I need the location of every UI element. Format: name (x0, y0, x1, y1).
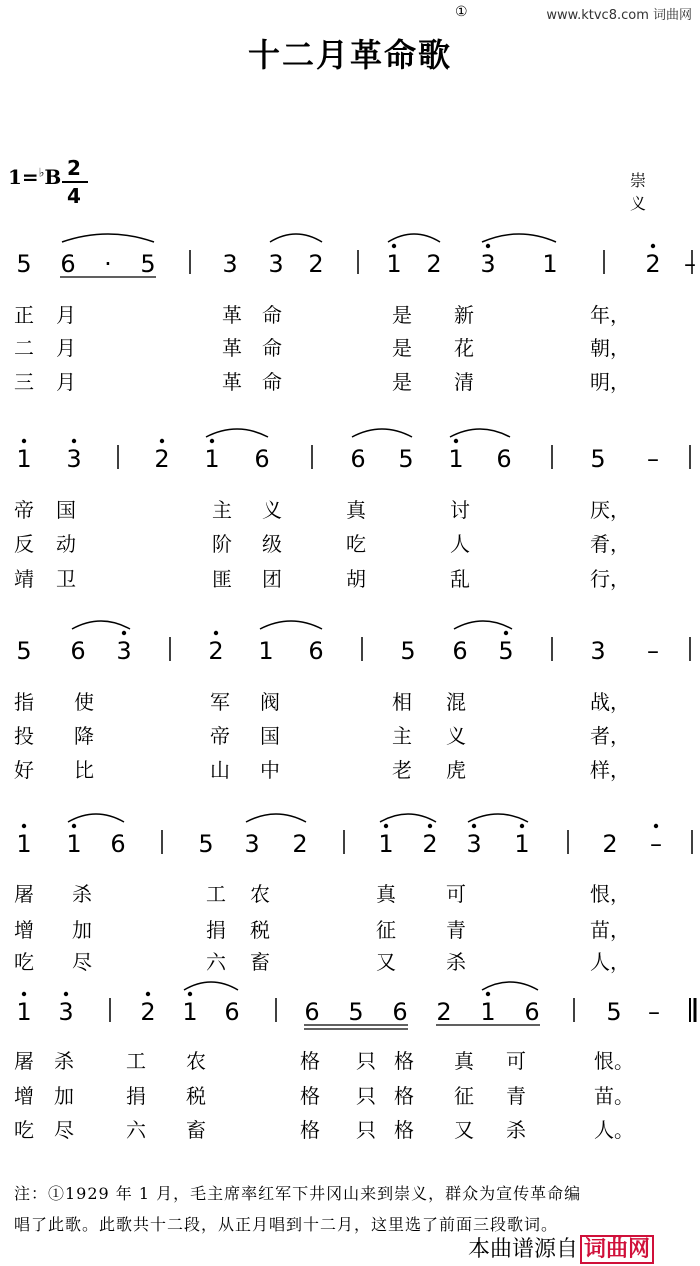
lyric-syllable: 者， (590, 724, 630, 748)
lyric-syllable: 使 (74, 690, 94, 714)
high-octave-dot (64, 992, 68, 996)
lyric-syllable: 义 (446, 724, 466, 748)
lyric-syllable: 尽 (72, 950, 92, 974)
note: 3 (116, 637, 132, 665)
lyric-syllable: 主 (212, 498, 232, 522)
note: 2 (645, 250, 661, 278)
note: 2 (154, 445, 170, 473)
lyric-syllable: 人。 (594, 1118, 634, 1142)
lyric-syllable: 杀 (446, 950, 466, 974)
lyric-syllable: 捐 (126, 1084, 146, 1108)
slur (206, 429, 268, 437)
lyric-syllable: 六 (126, 1118, 146, 1142)
note: 6 (110, 830, 126, 858)
lyric-syllable: 国 (260, 724, 280, 748)
lyric-syllable: 虎 (446, 758, 466, 782)
footnote-line-2: 唱了此歌。此歌共十二段，从正月唱到十二月，这里选了前面三段歌词。 (14, 1215, 559, 1234)
lyric-syllable: 年， (590, 303, 630, 327)
lyric-syllable: 样， (590, 758, 630, 782)
lyric-syllable: 只 (356, 1084, 376, 1108)
lyric-syllable: 投 (14, 724, 34, 748)
lyric-syllable: 又 (454, 1118, 474, 1142)
lyric-syllable: 真 (346, 498, 366, 522)
site-watermark: www.ktvc8.com 词曲网 (546, 8, 692, 23)
lyric-syllable: 月 (56, 336, 76, 360)
lyric-syllable: 征 (376, 918, 396, 942)
note: 6 (304, 998, 320, 1026)
high-octave-dot (520, 824, 524, 828)
region-attribution: 崇义 (630, 171, 667, 213)
lyric-syllable: 格 (300, 1084, 320, 1108)
slur (270, 234, 322, 242)
lyric-syllable: 混 (446, 690, 466, 714)
lyric-syllable: 吃 (14, 950, 34, 974)
slur (454, 621, 512, 629)
lyric-syllable: 畜 (186, 1118, 206, 1142)
note: 3 (590, 637, 606, 665)
lyric-syllable: 指 (14, 690, 34, 714)
lyric-syllable: 增 (14, 918, 34, 942)
note: 1 (204, 445, 220, 473)
time-signature-bottom: 4 (67, 184, 81, 208)
lyric-syllable: 新 (454, 303, 474, 327)
footnote (14, 1178, 694, 1240)
note: 2 (422, 830, 438, 858)
lyric-syllable: 可 (446, 882, 466, 906)
high-octave-dot (188, 992, 192, 996)
lyric-syllable: 农 (186, 1049, 206, 1073)
branding-site[interactable]: 词曲网 (580, 1235, 654, 1264)
lyric-syllable: 屠 (14, 1049, 34, 1073)
lyric-syllable: 吃 (14, 1118, 34, 1142)
time-signature-top: 2 (67, 156, 81, 180)
lyric-syllable: 工 (206, 882, 226, 906)
high-octave-dot (122, 631, 126, 635)
lyric-syllable: 清 (454, 370, 474, 394)
high-octave-dot (472, 824, 476, 828)
slur (482, 982, 538, 990)
note: 5 (16, 637, 32, 665)
lyric-syllable: 朝， (590, 336, 630, 360)
lyric-syllable: 格 (300, 1118, 320, 1142)
note: 5 (16, 250, 32, 278)
lyric-syllable: 二 (14, 336, 34, 360)
lyric-syllable: 明， (590, 370, 630, 394)
lyric-syllable: 征 (454, 1084, 474, 1108)
lyric-syllable: 是 (392, 370, 412, 394)
slur (68, 814, 124, 822)
note: 5 (498, 637, 514, 665)
high-octave-dot (384, 824, 388, 828)
slur (450, 429, 510, 437)
slur (184, 982, 238, 990)
lyric-syllable: 动 (56, 532, 76, 556)
high-octave-dot (72, 439, 76, 443)
lyric-syllable: 捐 (206, 918, 226, 942)
lyric-syllable: 国 (56, 498, 76, 522)
high-octave-dot (504, 631, 508, 635)
note: 2 (140, 998, 156, 1026)
lyric-syllable: 人， (590, 950, 630, 974)
lyric-syllable: 团 (262, 567, 282, 591)
key-flat: ♭ (38, 165, 45, 180)
slur (482, 234, 556, 242)
lyric-syllable: 革 (222, 336, 242, 360)
branding-prefix: 本曲谱源自 (468, 1237, 579, 1262)
note: 1 (16, 998, 32, 1026)
dash-note: – (647, 637, 659, 665)
lyric-syllable: 降 (74, 724, 94, 748)
lyric-syllable: 中 (260, 758, 280, 782)
note: 6 (392, 998, 408, 1026)
lyric-syllable: 义 (262, 498, 282, 522)
lyric-syllable: 六 (206, 950, 226, 974)
note: 3 (268, 250, 284, 278)
note: 6 (224, 998, 240, 1026)
lyric-syllable: 加 (72, 918, 92, 942)
lyric-syllable: 军 (210, 690, 230, 714)
slur (352, 429, 412, 437)
lyric-syllable: 真 (454, 1049, 474, 1073)
note: 2 (208, 637, 224, 665)
note: 6 (350, 445, 366, 473)
lyric-syllable: 反 (14, 532, 34, 556)
lyric-syllable: 工 (126, 1049, 146, 1073)
note: 6 (70, 637, 86, 665)
lyric-syllable: 帝 (14, 498, 34, 522)
dash-note: – (648, 998, 660, 1026)
lyric-syllable: 格 (394, 1084, 414, 1108)
lyric-syllable: 杀 (72, 882, 92, 906)
lyric-syllable: 吃 (346, 532, 366, 556)
high-octave-dot (651, 244, 655, 248)
dash-note: – (684, 250, 696, 278)
note: 5 (590, 445, 606, 473)
note: 2 (436, 998, 452, 1026)
lyric-syllable: 增 (14, 1084, 34, 1108)
lyric-syllable: 税 (186, 1084, 206, 1108)
lyric-syllable: 青 (446, 918, 466, 942)
lyric-syllable: 级 (262, 532, 282, 556)
note: 1 (480, 998, 496, 1026)
lyric-syllable: 只 (356, 1118, 376, 1142)
lyric-syllable: 比 (74, 758, 94, 782)
lyric-syllable: 苗， (590, 918, 630, 942)
lyric-syllable: 乱 (450, 567, 470, 591)
lyric-syllable: 杀 (54, 1049, 74, 1073)
high-octave-dot (654, 824, 658, 828)
note: 1 (258, 637, 274, 665)
lyric-syllable: 尽 (54, 1118, 74, 1142)
high-octave-dot (486, 244, 490, 248)
note: 1 (66, 830, 82, 858)
note: 3 (58, 998, 74, 1026)
lyric-syllable: 月 (56, 303, 76, 327)
note: 3 (466, 830, 482, 858)
lyric-syllable: 畜 (250, 950, 270, 974)
lyric-syllable: 厌， (590, 498, 630, 522)
high-octave-dot (160, 439, 164, 443)
dot-mark: · (104, 250, 112, 278)
lyric-syllable: 肴， (590, 532, 630, 556)
high-octave-dot (486, 992, 490, 996)
note: 1 (378, 830, 394, 858)
note: 2 (308, 250, 324, 278)
lyric-syllable: 主 (392, 724, 412, 748)
lyric-syllable: 是 (392, 336, 412, 360)
slur (380, 814, 436, 822)
note: 1 (16, 445, 32, 473)
slur (260, 621, 322, 629)
high-octave-dot (22, 992, 26, 996)
lyric-syllable: 又 (376, 950, 396, 974)
lyric-syllable: 卫 (56, 567, 76, 591)
lyric-syllable: 行， (590, 567, 630, 591)
high-octave-dot (72, 824, 76, 828)
lyric-syllable: 山 (210, 758, 230, 782)
lyric-syllable: 阀 (260, 690, 280, 714)
note: 3 (480, 250, 496, 278)
key-prefix: 1= (8, 165, 39, 189)
lyric-syllable: 命 (262, 370, 282, 394)
note: 2 (602, 830, 618, 858)
key-note: B (44, 165, 62, 189)
note: 6 (496, 445, 512, 473)
lyric-syllable: 恨， (590, 882, 630, 906)
high-octave-dot (392, 244, 396, 248)
lyric-syllable: 相 (392, 690, 412, 714)
note: 3 (66, 445, 82, 473)
slur (388, 234, 440, 242)
lyric-syllable: 恨。 (594, 1049, 634, 1073)
lyric-syllable: 讨 (450, 498, 470, 522)
lyric-syllable: 帝 (210, 724, 230, 748)
lyric-syllable: 老 (392, 758, 412, 782)
lyric-syllable: 人 (450, 532, 470, 556)
lyric-syllable: 好 (14, 758, 34, 782)
note: 5 (400, 637, 416, 665)
high-octave-dot (428, 824, 432, 828)
lyric-syllable: 格 (300, 1049, 320, 1073)
lyric-syllable: 杀 (506, 1118, 526, 1142)
lyric-syllable: 真 (376, 882, 396, 906)
lyric-syllable: 胡 (346, 567, 366, 591)
slur (62, 234, 154, 242)
note: 1 (514, 830, 530, 858)
note: 3 (222, 250, 238, 278)
high-octave-dot (454, 439, 458, 443)
lyric-syllable: 阶 (212, 532, 232, 556)
note: 5 (140, 250, 156, 278)
note: 5 (398, 445, 414, 473)
lyric-syllable: 加 (54, 1084, 74, 1108)
note: 6 (60, 250, 76, 278)
lyric-syllable: 税 (250, 918, 270, 942)
lyric-syllable: 正 (14, 303, 34, 327)
lyric-syllable: 战， (590, 690, 630, 714)
note: 5 (348, 998, 364, 1026)
high-octave-dot (214, 631, 218, 635)
note: 3 (244, 830, 260, 858)
slur (246, 814, 306, 822)
note: 6 (308, 637, 324, 665)
lyric-syllable: 只 (356, 1049, 376, 1073)
lyric-syllable: 农 (250, 882, 270, 906)
lyric-syllable: 可 (506, 1049, 526, 1073)
lyric-syllable: 格 (394, 1118, 414, 1142)
note: 1 (386, 250, 402, 278)
footnote-line-1: 注：①1929 年 1 月，毛主席率红军下井冈山来到崇义，群众为宣传革命编 (14, 1184, 582, 1203)
note: 6 (524, 998, 540, 1026)
lyric-syllable: 花 (454, 336, 474, 360)
lyric-syllable: 靖 (14, 567, 34, 591)
high-octave-dot (22, 439, 26, 443)
note: 6 (254, 445, 270, 473)
dash-note: – (650, 830, 662, 858)
lyric-syllable: 命 (262, 336, 282, 360)
lyric-syllable: 苗。 (594, 1084, 634, 1108)
lyric-syllable: 屠 (14, 882, 34, 906)
source-branding (468, 1232, 654, 1263)
note: 2 (292, 830, 308, 858)
lyric-syllable: 革 (222, 370, 242, 394)
slur (468, 814, 528, 822)
note: 5 (606, 998, 622, 1026)
lyric-syllable: 是 (392, 303, 412, 327)
lyric-syllable: 命 (262, 303, 282, 327)
note: 5 (198, 830, 214, 858)
note: 1 (448, 445, 464, 473)
dash-note: – (647, 445, 659, 473)
slur (72, 621, 130, 629)
note: 1 (16, 830, 32, 858)
song-title: 十二月革命歌 (247, 36, 452, 74)
note: 1 (182, 998, 198, 1026)
high-octave-dot (146, 992, 150, 996)
lyric-syllable: 革 (222, 303, 242, 327)
lyric-syllable: 三 (14, 370, 34, 394)
lyric-syllable: 月 (56, 370, 76, 394)
note: 2 (426, 250, 442, 278)
high-octave-dot (22, 824, 26, 828)
lyric-syllable: 青 (506, 1084, 526, 1108)
title-footnote-marker: ① (455, 4, 468, 20)
note: 6 (452, 637, 468, 665)
high-octave-dot (210, 439, 214, 443)
lyric-syllable: 匪 (212, 567, 232, 591)
note: 1 (542, 250, 558, 278)
lyric-syllable: 格 (394, 1049, 414, 1073)
